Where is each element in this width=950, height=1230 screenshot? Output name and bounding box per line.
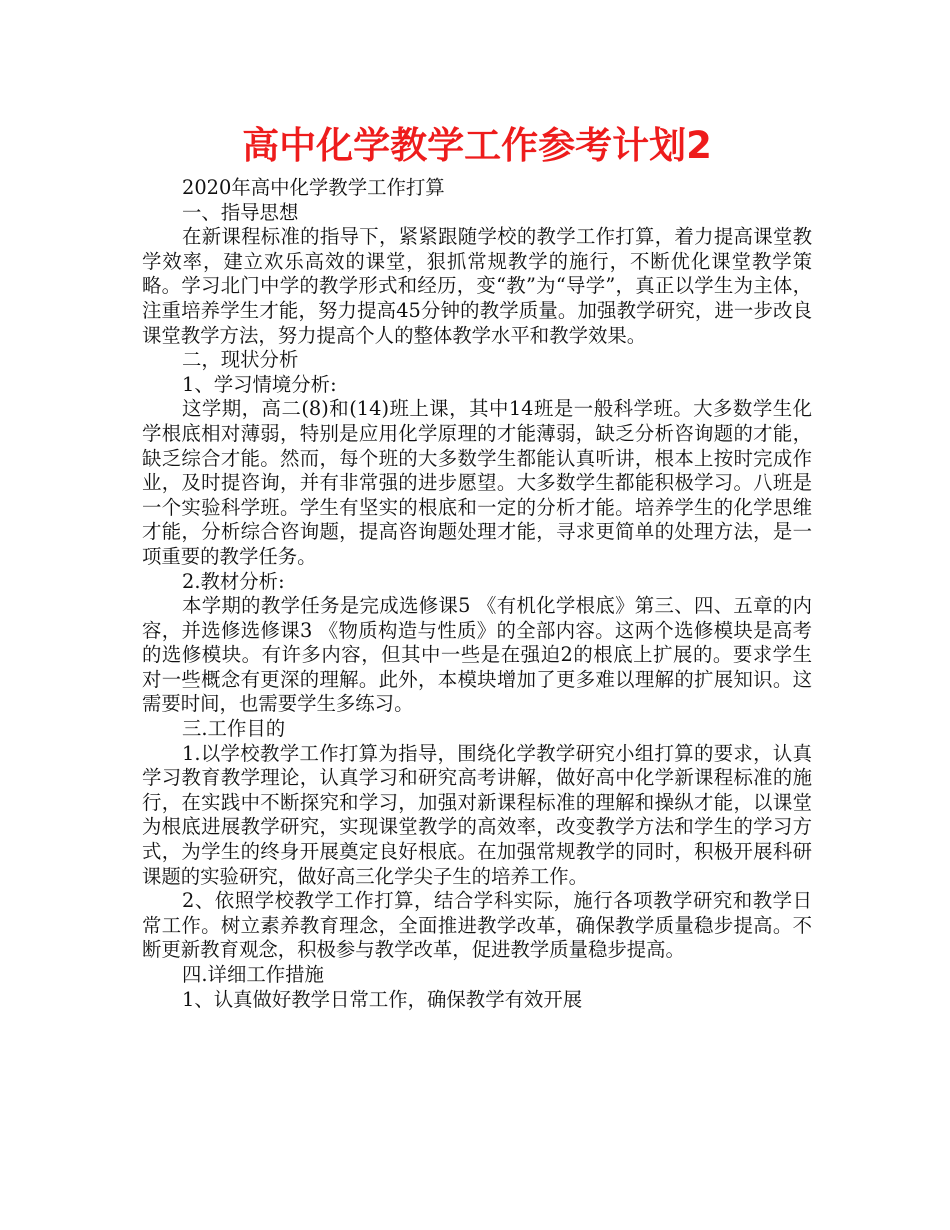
document-title: 高中化学教学工作参考计划2 xyxy=(242,124,712,167)
paragraph-textbook-analysis: 本学期的教学任务是完成选修课5 《有机化学根底》第三、四、五章的内容，并选修选修课3 《物质构造与性质》的全部内容。这两个选修模块是高考的选修模块。有许多内容，但其中一些是在强迫2的根底上扩展的。要求学生对一些概念有更深的理解。此外，本模块增加了更多难以理解的扩展知识。这需要时间，也需要学生多练习。 xyxy=(142,594,812,716)
paragraph-learning-situation: 这学期，高二(8)和(14)班上课，其中14班是一般科学班。大多数学生化学根底相对薄弱，特别是应用化学原理的才能薄弱，缺乏分析咨询题的才能，缺乏综合才能。然而，每个班的大多数学生都能认真听讲，根本上按时完成作业，及时提咨询，并有非常强的进步愿望。大多数学生都能积极学习。八班是一个实验科学班。学生有坚实的根底和一定的分析才能。培养学生的化学思维才能，分析综合咨询题，提高咨询题处理才能，寻求更简单的处理方法，是一项重要的教学任务。 xyxy=(142,397,812,568)
paragraph-guiding-ideology: 在新课程标准的指导下，紧紧跟随学校的教学工作打算，着力提高课堂教学效率，建立欢乐高效的课堂，狠抓常规教学的施行，不断优化课堂教学策略。学习北门中学的教学形式和经历，变“教”为“导学”，真正以学生为主体，注重培养学生才能，努力提高45分钟的教学质量。加强教学研究，进一步改良课堂教学方法，努力提高个人的整体教学水平和教学效果。 xyxy=(142,225,812,347)
section-heading-guiding-ideology: 一、指导思想 xyxy=(182,200,299,224)
section-heading-status-analysis: 二，现状分析 xyxy=(182,348,299,372)
paragraph-work-goal-1: 1.以学校教学工作打算为指导，围绕化学教学研究小组打算的要求，认真学习教育教学理论，认真学习和研究高考讲解，做好高中化学新课程标准的施行，在实践中不断探究和学习，加强对新课程标准的理解和操纵才能，以课堂为根底进展教学研究，实现课堂教学的高效率，改变教学方法和学生的学习方式，为学生的终身开展奠定良好根底。在加强常规教学的同时，积极开展科研课题的实验研究，做好高三化学尖子生的培养工作。 xyxy=(142,741,812,888)
document-subtitle: 2020年高中化学教学工作打算 xyxy=(182,176,445,199)
document-body xyxy=(142,120,812,1012)
section-heading-work-measures: 四.详细工作措施 xyxy=(182,963,324,986)
subsection-heading-textbook-analysis: 2.教材分析: xyxy=(182,569,285,593)
document-text xyxy=(142,176,812,1012)
subsection-heading-learning-situation: 1、学习情境分析: xyxy=(182,372,337,396)
paragraph-work-goal-2: 2、依照学校教学工作打算，结合学科实际，施行各项教学研究和教学日常工作。树立素养教育理念，全面推进教学改革，确保教学质量稳步提高。不断更新教育观念，积极参与教学改革，促进教学质量稳步提高。 xyxy=(142,889,812,962)
section-heading-work-goals: 三.工作目的 xyxy=(182,717,286,741)
subsection-heading-daily-teaching: 1、认真做好教学日常工作，确保教学有效开展 xyxy=(182,987,583,1011)
